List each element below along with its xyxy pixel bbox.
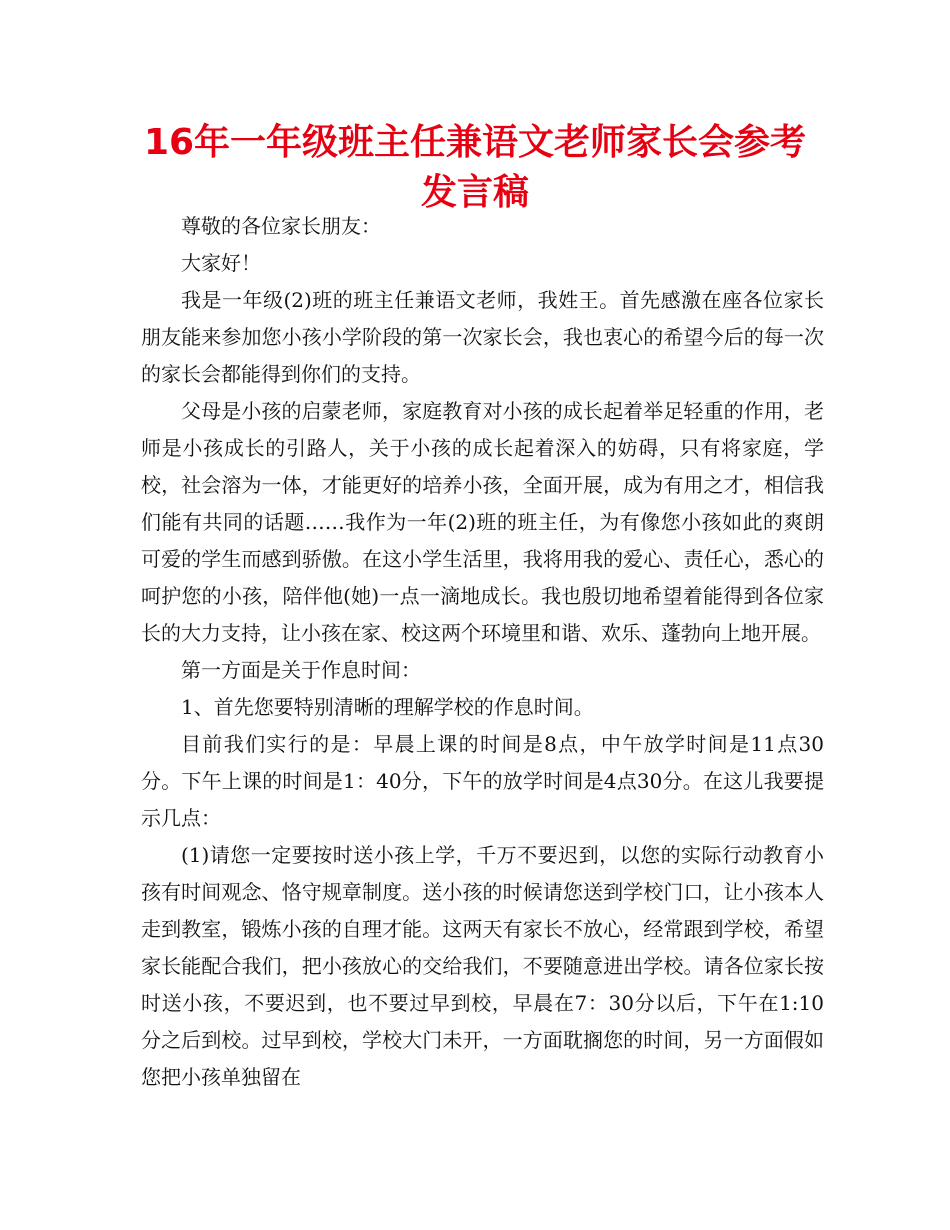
document-body: [141, 208, 824, 1096]
document-title: 16年一年级班主任兼语文老师家长会参考发言稿: [143, 122, 807, 213]
salutation-paragraph: 尊敬的各位家长朋友：: [181, 214, 381, 238]
section-heading-schedule: 第一方面是关于作息时间：: [181, 658, 421, 682]
schedule-paragraph: 目前我们实行的是：早晨上课的时间是8点，中午放学时间是11点30分。下午上课的时间是1：40分，下午的放学时间是4点30分。在这儿我要提示几点：: [141, 732, 824, 830]
introduction-paragraph: 我是一年级(2)班的班主任兼语文老师，我姓王。首先感激在座各位家长朋友能来参加您小孩小学阶段的第一次家长会，我也衷心的希望今后的每一次的家长会都能得到你们的支持。: [141, 288, 824, 386]
list-item-1: 1、首先您要特别清晰的理解学校的作息时间。: [181, 695, 594, 719]
greeting-paragraph: 大家好！: [181, 251, 261, 275]
parents-role-paragraph: 父母是小孩的启蒙老师，家庭教育对小孩的成长起着举足轻重的作用，老师是小孩成长的引路人，关于小孩的成长起着深入的妨碍，只有将家庭，学校，社会溶为一体，才能更好的培养小孩，全面开展，成为有用之才，相信我们能有共同的话题……我作为一年(2)班的班主任，为有像您小孩如此的爽朗可爱的学生而感到骄傲。在这小学生活里，我将用我的爱心、责任心，悉心的呵护您的小孩，陪伴他(她)一点一滴地成长。我也殷切地希望着能得到各位家长的大力支持，让小孩在家、校这两个环境里和谐、欢乐、蓬勃向上地开展。: [141, 399, 824, 645]
reminder-paragraph: (1)请您一定要按时送小孩上学，千万不要迟到，以您的实际行动教育小孩有时间观念、恪守规章制度。送小孩的时候请您送到学校门口，让小孩本人走到教室，锻炼小孩的自理才能。这两天有家长不放心，经常跟到学校，希望家长能配合我们，把小孩放心的交给我们，不要随意进出学校。请各位家长按时送小孩，不要迟到，也不要过早到校，早晨在7：30分以后，下午在1:10分之后到校。过早到校，学校大门未开，一方面耽搁您的时间，另一方面假如您把小孩单独留在: [141, 843, 824, 1089]
